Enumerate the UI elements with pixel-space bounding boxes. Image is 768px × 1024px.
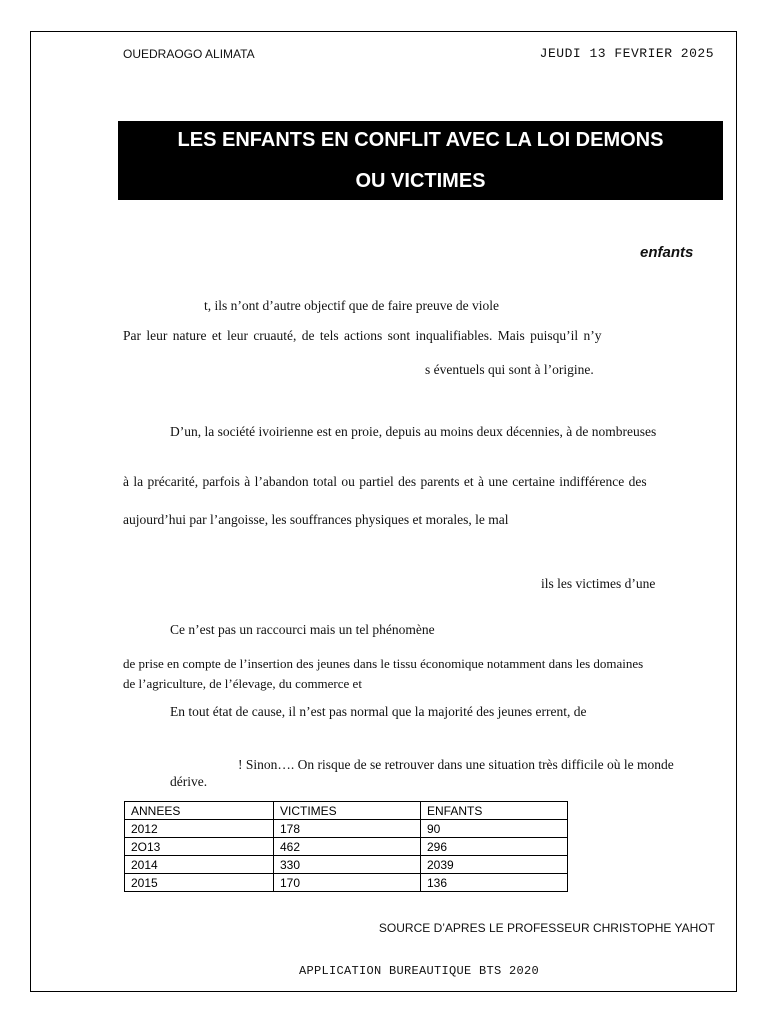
table-cell: 330 <box>274 856 421 874</box>
document-date: JEUDI 13 FEVRIER 2025 <box>539 46 714 61</box>
table-row <box>125 820 568 838</box>
paragraph-line: D’un, la société ivoirienne est en proie, depuis au moins deux décennies, à de nombreuses <box>170 424 657 439</box>
table-cell: 296 <box>421 838 568 856</box>
title-line-1: LES ENFANTS EN CONFLIT AVEC LA LOI DEMONS <box>177 129 664 151</box>
table-row <box>125 874 568 892</box>
author-name: OUEDRAOGO ALIMATA <box>123 47 255 61</box>
table-cell: 2039 <box>421 856 568 874</box>
paragraph-line: ! Sinon…. On risque de se retrouver dans une situation très difficile où le monde <box>238 757 674 772</box>
table-cell: 136 <box>421 874 568 892</box>
paragraph-line: de l’agriculture, de l’élevage, du commerce et <box>123 676 362 691</box>
paragraph-line: à la précarité, parfois à l’abandon total ou partiel des parents et à une certaine indifférence des <box>123 474 647 489</box>
table-header-row <box>125 802 568 820</box>
paragraph-line: Par leur nature et leur cruauté, de tels actions sont inqualifiables. Mais puisqu’il n’y <box>123 328 602 343</box>
subheading-enfants: enfants <box>640 244 694 261</box>
table-cell: 2012 <box>125 820 274 838</box>
title-banner <box>118 121 723 200</box>
paragraph-line: t, ils n’ont d’autre objectif que de faire preuve de viole <box>204 298 500 313</box>
table-header-cell: VICTIMES <box>274 802 421 820</box>
table-row <box>125 838 568 856</box>
table-cell: 2014 <box>125 856 274 874</box>
table-cell: 170 <box>274 874 421 892</box>
paragraph-line: ils les victimes d’une <box>541 576 656 591</box>
table-cell: 462 <box>274 838 421 856</box>
paragraph-line: dérive. <box>170 774 208 789</box>
paragraph-line: Ce n’est pas un raccourci mais un tel phénomène <box>170 622 435 637</box>
table-cell: 2015 <box>125 874 274 892</box>
footer-text: APPLICATION BUREAUTIQUE BTS 2020 <box>299 964 540 978</box>
table-header-cell: ANNEES <box>125 802 274 820</box>
table-cell: 90 <box>421 820 568 838</box>
table-cell: 2O13 <box>125 838 274 856</box>
table-cell: 178 <box>274 820 421 838</box>
data-table <box>124 801 568 892</box>
title-line-2: OU VICTIMES <box>355 170 486 192</box>
table-row <box>125 856 568 874</box>
paragraph-line: s éventuels qui sont à l’origine. <box>425 362 594 377</box>
paragraph-line: de prise en compte de l’insertion des jeunes dans le tissu économique notamment dans les domaines <box>123 656 644 671</box>
source-note: SOURCE D’APRES LE PROFESSEUR CHRISTOPHE YAHOT <box>378 921 715 935</box>
paragraph-line: En tout état de cause, il n’est pas normal que la majorité des jeunes errent, de <box>170 704 587 719</box>
paragraph-line: aujourd’hui par l’angoisse, les souffrances physiques et morales, le mal <box>123 512 509 527</box>
table-header-cell: ENFANTS <box>421 802 568 820</box>
